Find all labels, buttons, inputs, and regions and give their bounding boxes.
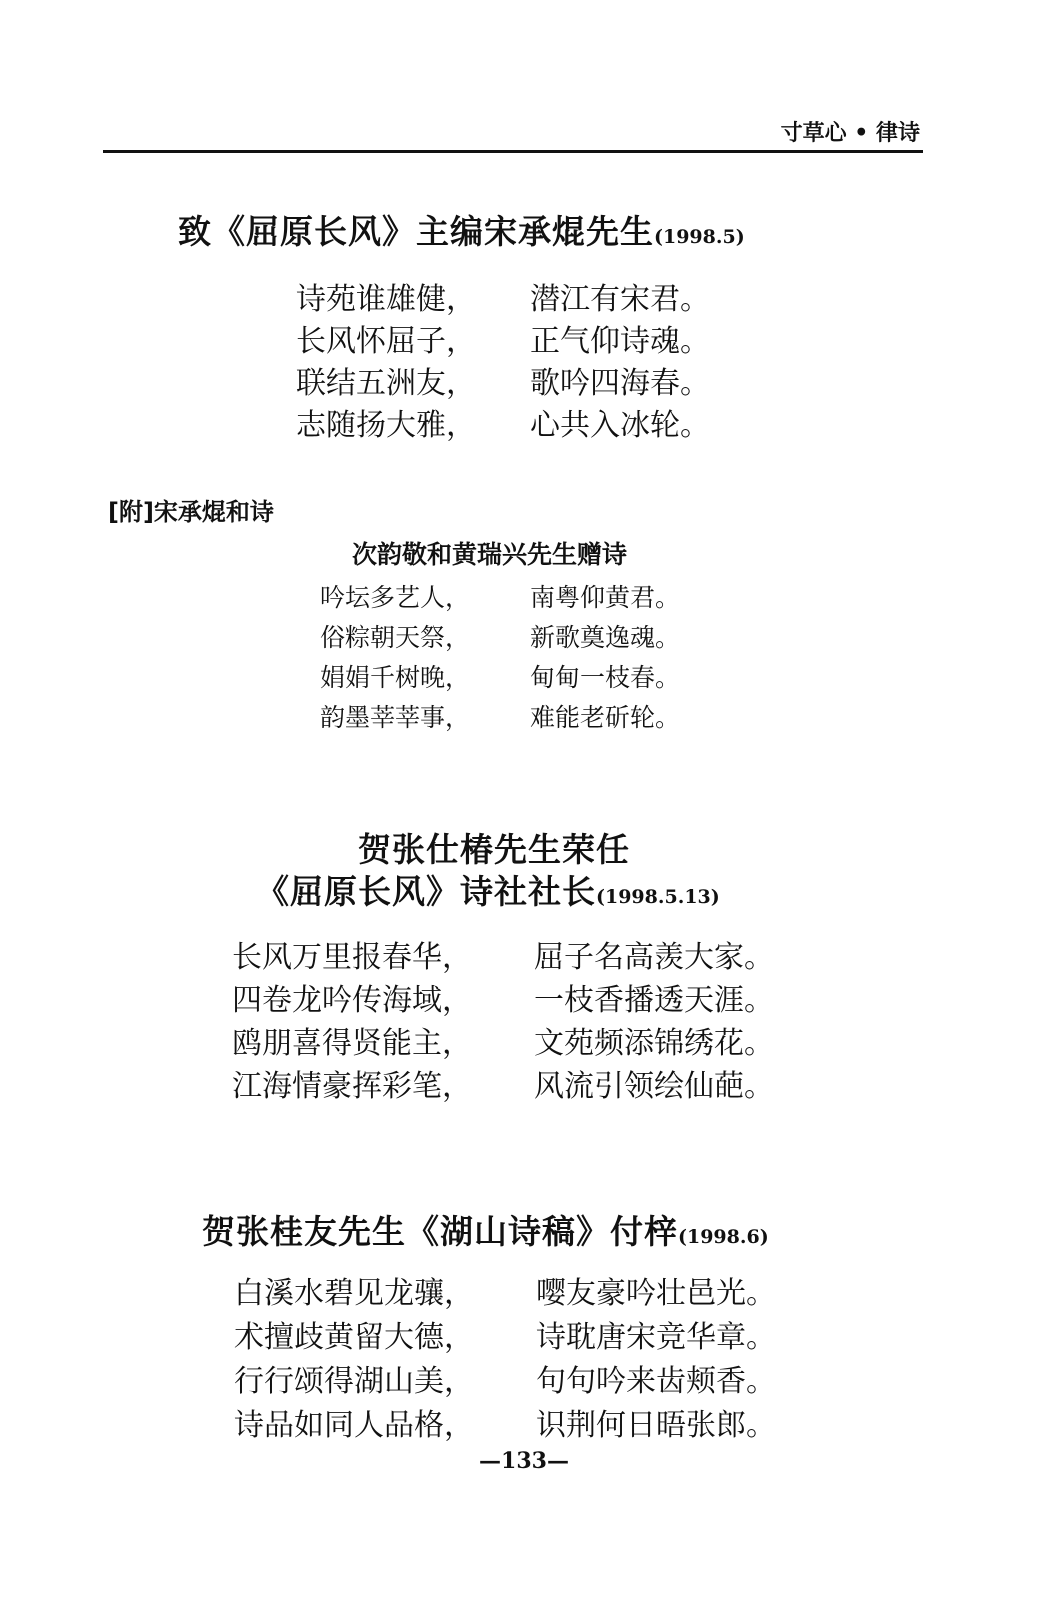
verse-line: [296, 358, 710, 402]
poem-title: [202, 1206, 769, 1253]
verse-line: [320, 698, 680, 734]
verse-second-half: 嘤友豪吟壮邑光。: [536, 1276, 776, 1311]
poem-title-text: 致《屈原长风》主编宋承焜先生: [178, 212, 654, 251]
poem-title: [256, 866, 720, 913]
verse-line: [232, 1061, 774, 1105]
poem-title-text: 《屈原长风》诗社社长: [256, 872, 596, 911]
verse-first-half: 白溪水碧见龙骧，: [234, 1276, 474, 1311]
verse-line: [232, 975, 774, 1019]
verse-second-half: 诗耽唐宋竞华章。: [536, 1320, 776, 1355]
verse-second-half: 心共入冰轮。: [530, 408, 710, 443]
poem-title: 贺张仕椿先生荣任: [358, 830, 630, 869]
verse-line: [234, 1400, 776, 1444]
verse-second-half: 风流引领绘仙葩。: [534, 1069, 774, 1104]
verse-second-half: 识荆何日晤张郎。: [536, 1408, 776, 1443]
verse-first-half: 俗粽朝天祭，: [320, 623, 471, 652]
verse-first-half: 诗苑谁雄健，: [296, 282, 476, 317]
verse-first-half: 韵墨莘莘事，: [320, 703, 471, 732]
header-rule: [103, 150, 923, 153]
poem-title: [178, 206, 745, 253]
verse-second-half: 甸甸一枝春。: [530, 663, 681, 692]
verse-first-half: 鸥朋喜得贤能主，: [232, 1026, 472, 1061]
verse-second-half: 歌吟四海春。: [530, 366, 710, 401]
poem-title-text: 贺张桂友先生《湖山诗稿》付梓: [202, 1212, 678, 1251]
verse-second-half: 屈子名高羡大家。: [534, 940, 774, 975]
verse-first-half: 娟娟千树晚，: [320, 663, 471, 692]
verse-second-half: 新歌奠逸魂。: [530, 623, 681, 652]
verse-first-half: 诗品如同人品格，: [234, 1408, 474, 1443]
verse-first-half: 长风万里报春华，: [232, 940, 472, 975]
verse-second-half: 一枝香播透天涯。: [534, 983, 774, 1018]
verse-first-half: 志随扬大雅，: [296, 408, 476, 443]
appendix-label: [附]宋承焜和诗: [108, 498, 274, 526]
verse-line: [296, 400, 710, 444]
verse-first-half: 长风怀屈子，: [296, 324, 476, 359]
verse-first-half: 术擅歧黄留大德，: [234, 1320, 474, 1355]
verse-line: [320, 578, 680, 614]
verse-second-half: 句句吟来齿颊香。: [536, 1364, 776, 1399]
poem-date: (1998.6): [678, 1226, 769, 1248]
verse-line: [320, 658, 680, 694]
verse-line: [320, 618, 680, 654]
verse-first-half: 江海情豪挥彩笔，: [232, 1069, 472, 1104]
verse-line: [296, 316, 710, 360]
running-head: 寸草心 • 律诗: [780, 120, 920, 146]
verse-line: [234, 1268, 776, 1312]
verse-first-half: 四卷龙吟传海域，: [232, 983, 472, 1018]
verse-line: [232, 932, 774, 976]
verse-first-half: 吟坛多艺人，: [320, 583, 471, 612]
verse-second-half: 难能老斫轮。: [530, 703, 681, 732]
verse-first-half: 行行颂得湖山美，: [234, 1364, 474, 1399]
verse-line: [296, 274, 710, 318]
verse-second-half: 潜江有宋君。: [530, 282, 710, 317]
verse-second-half: 正气仰诗魂。: [530, 324, 710, 359]
page-number: —133—: [479, 1448, 569, 1474]
verse-line: [234, 1312, 776, 1356]
poem-date: (1998.5): [654, 226, 745, 248]
verse-second-half: 文苑频添锦绣花。: [534, 1026, 774, 1061]
verse-second-half: 南粤仰黄君。: [530, 583, 681, 612]
poem-date: (1998.5.13): [596, 886, 720, 908]
verse-first-half: 联结五洲友，: [296, 366, 476, 401]
verse-line: [234, 1356, 776, 1400]
verse-line: [232, 1018, 774, 1062]
appendix-title: 次韵敬和黄瑞兴先生赠诗: [352, 540, 628, 569]
